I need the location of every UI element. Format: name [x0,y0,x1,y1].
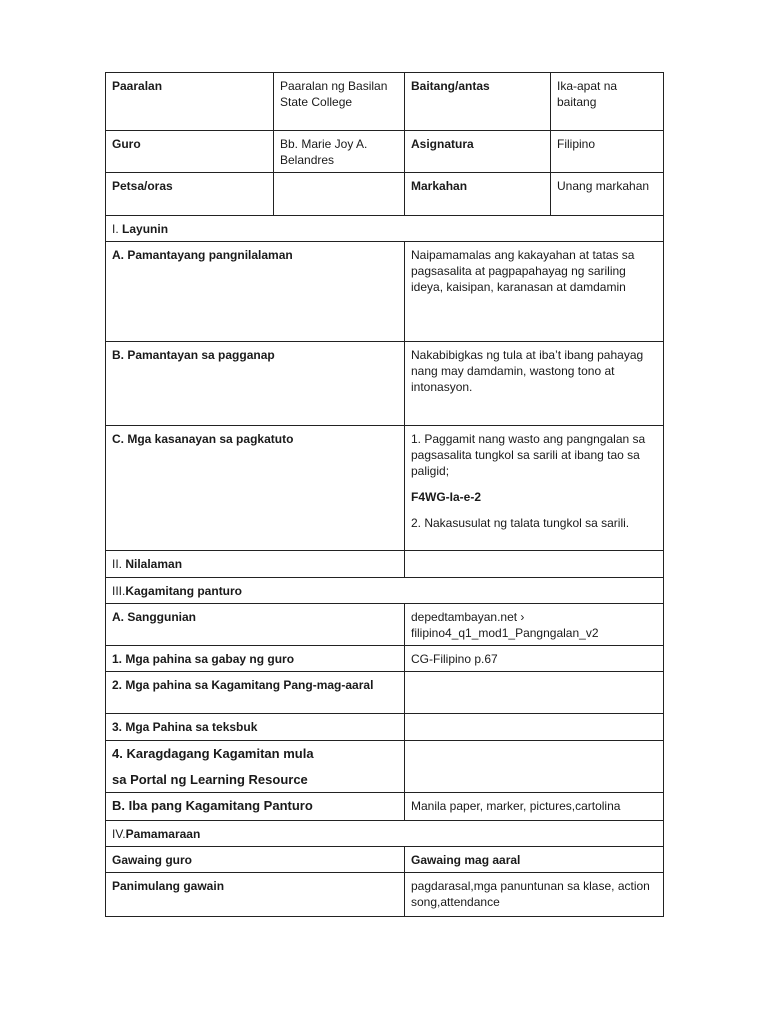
section-content-row [106,551,664,578]
other-materials-label: B. Iba pang Kagamitang Panturo [106,793,405,821]
teacher-label: Guro [106,131,274,173]
intro-row [106,873,664,917]
teacher-guide-row [106,646,664,672]
section-objectives [106,216,664,242]
competency-item-2: 2. Nakasusulat ng talata tungkol sa sarili. [411,516,630,530]
section-procedure [106,821,664,847]
section-content [106,551,405,578]
references-label: A. Sanggunian [106,604,405,646]
date-value [274,173,405,216]
teacher-activity-label: Gawaing guro [106,847,405,873]
content-standard-label: A. Pamantayang pangnilalaman [106,242,405,342]
textbook-row [106,714,664,741]
competency-code: F4WG-Ia-e-2 [411,490,482,504]
competencies-value [405,426,664,551]
other-materials-row [106,793,664,821]
section-procedure-num: IV. [112,827,126,841]
quarter-label: Markahan [405,173,551,216]
intro-label: Panimulang gawain [106,873,405,917]
additional-materials-line-1: 4. Karagdagang Kagamitan mula [112,746,314,761]
competencies-label: C. Mga kasanayan sa pagkatuto [106,426,405,551]
teacher-value: Bb. Marie Joy A. Belandres [274,131,405,173]
additional-materials-row [106,741,664,793]
student-activity-label: Gawaing mag aaral [405,847,664,873]
textbook-label: 3. Mga Pahina sa teksbuk [106,714,405,741]
performance-standard-row [106,342,664,426]
content-standard-row [106,242,664,342]
section-procedure-row [106,821,664,847]
section-materials-row [106,578,664,604]
subject-label: Asignatura [405,131,551,173]
competencies-row [106,426,664,551]
additional-materials-value [405,741,664,793]
references-value: depedtambayan.net › filipino4_q1_mod1_Pangngalan_v2 [405,604,664,646]
subject-value: Filipino [551,131,664,173]
date-row [106,173,664,216]
date-label: Petsa/oras [106,173,274,216]
content-standard-value: Naipamamalas ang kakayahan at tatas sa pagsasalita at pagpapahayag ng sariling ideya, kaisipan, karanasan at damdamin [405,242,664,342]
additional-materials-label [106,741,405,793]
learner-materials-row [106,672,664,714]
teacher-guide-label: 1. Mga pahina sa gabay ng guro [106,646,405,672]
section-content-num: II. [112,557,126,571]
grade-label: Baitang/antas [405,73,551,131]
references-row [106,604,664,646]
learner-materials-label: 2. Mga pahina sa Kagamitang Pang-mag-aaral [106,672,405,714]
learner-materials-value [405,672,664,714]
performance-standard-label: B. Pamantayan sa pagganap [106,342,405,426]
teacher-row [106,131,664,173]
school-value: Paaralan ng Basilan State College [274,73,405,131]
additional-materials-line-2: sa Portal ng Learning Resource [112,772,308,787]
school-row [106,73,664,131]
other-materials-value: Manila paper, marker, pictures,cartolina [405,793,664,821]
school-label: Paaralan [106,73,274,131]
performance-standard-value: Nakabibigkas ng tula at iba’t ibang pahayag nang may damdamin, wastong tono at intonasyon. [405,342,664,426]
quarter-value: Unang markahan [551,173,664,216]
teacher-guide-value: CG-Filipino p.67 [405,646,664,672]
lesson-plan-table [105,72,664,917]
section-objectives-num: I. [112,222,123,236]
grade-value: Ika-apat na baitang [551,73,664,131]
section-materials-title: Kagamitang panturo [125,584,243,598]
activities-header-row [106,847,664,873]
section-materials [106,578,664,604]
section-objectives-row [106,216,664,242]
section-procedure-title: Pamamaraan [125,827,201,841]
textbook-value [405,714,664,741]
competency-item-1: 1. Paggamit nang wasto ang pangngalan sa pagsasalita tungkol sa sarili at ibang tao sa paligid; [411,432,646,478]
section-materials-num: III. [112,584,126,598]
section-content-title: Nilalaman [125,557,183,571]
section-content-value [405,551,664,578]
intro-value: pagdarasal,mga panuntunan sa klase, action song,attendance [405,873,664,917]
section-objectives-title: Layunin [122,222,169,236]
